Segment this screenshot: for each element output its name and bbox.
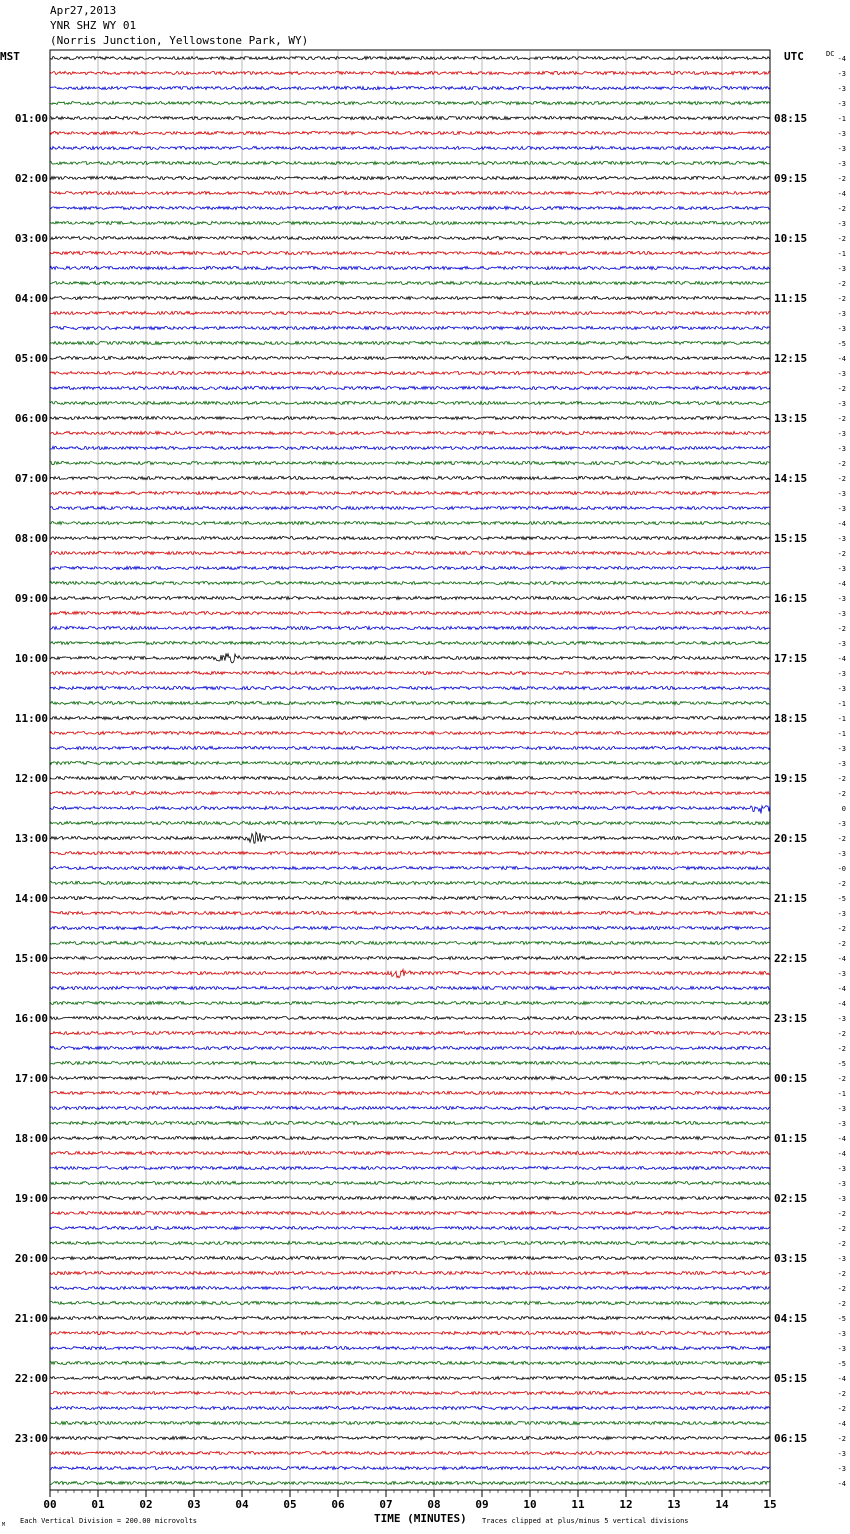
trace-row — [50, 941, 770, 944]
x-tick-label: 07 — [379, 1498, 393, 1511]
dc-offset-label: -3 — [837, 1015, 846, 1023]
trace-row — [50, 611, 770, 614]
x-tick-label: 09 — [475, 1498, 489, 1511]
trace-row — [50, 401, 770, 404]
label-layer — [15, 55, 846, 1511]
dc-offset-label: -4 — [837, 985, 846, 993]
dc-offset-label: -3 — [837, 145, 846, 153]
dc-offset-label: -2 — [837, 280, 846, 288]
dc-offset-label: -5 — [837, 340, 846, 348]
trace-row — [50, 986, 770, 989]
left-hour-label: 19:00 — [14, 1192, 48, 1205]
trace-row — [50, 653, 770, 663]
dc-offset-label: -2 — [837, 1405, 846, 1413]
left-hour-label: 15:00 — [14, 952, 48, 965]
trace-row — [50, 1016, 770, 1019]
left-hour-label: 11:00 — [14, 712, 48, 725]
dc-offset-label: -5 — [837, 1315, 846, 1323]
trace-row — [50, 821, 770, 824]
right-hour-label: 08:15 — [774, 112, 808, 125]
dc-offset-label: -5 — [837, 1060, 846, 1068]
trace-row — [50, 1451, 770, 1454]
x-tick-label: 14 — [715, 1498, 729, 1511]
left-hour-label: 21:00 — [14, 1312, 48, 1325]
dc-offset-label: -3 — [837, 685, 846, 693]
dc-offset-label: -3 — [837, 595, 846, 603]
left-hour-label: 03:00 — [14, 232, 48, 245]
trace-row — [50, 1346, 770, 1349]
right-hour-label: 11:15 — [774, 292, 808, 305]
right-hour-label: 12:15 — [774, 352, 808, 365]
right-hour-label: 05:15 — [774, 1372, 808, 1385]
left-hour-label: 12:00 — [14, 772, 48, 785]
right-hour-label: 13:15 — [774, 412, 808, 425]
dc-offset-label: -1 — [837, 715, 846, 723]
dc-label: DC — [826, 50, 835, 58]
trace-row — [50, 1001, 770, 1004]
x-tick-label: 13 — [667, 1498, 681, 1511]
dc-offset-label: -0 — [837, 865, 846, 873]
trace-row — [50, 71, 770, 74]
trace-row — [50, 1121, 770, 1124]
right-hour-label: 06:15 — [774, 1432, 808, 1445]
trace-row — [50, 326, 770, 329]
dc-offset-label: -4 — [837, 55, 846, 63]
dc-offset-label: -2 — [837, 385, 846, 393]
x-tick-label: 12 — [619, 1498, 633, 1511]
left-hour-label: 18:00 — [14, 1132, 48, 1145]
left-timezone-label: MST — [0, 50, 20, 63]
right-hour-label: 17:15 — [774, 652, 808, 665]
dc-offset-label: -3 — [837, 130, 846, 138]
trace-row — [50, 191, 770, 194]
trace-row — [50, 1361, 770, 1364]
trace-row — [50, 1241, 770, 1244]
header-date: Apr27,2013 — [50, 4, 117, 17]
dc-offset-label: -2 — [837, 1210, 846, 1218]
dc-offset-label: -3 — [837, 370, 846, 378]
right-hour-label: 01:15 — [774, 1132, 808, 1145]
right-hour-label: 18:15 — [774, 712, 808, 725]
dc-offset-label: -3 — [837, 850, 846, 858]
trace-row — [50, 461, 770, 464]
dc-offset-label: -4 — [837, 190, 846, 198]
trace-row — [50, 521, 770, 524]
trace-row — [50, 311, 770, 314]
right-hour-label: 16:15 — [774, 592, 808, 605]
dc-offset-label: -3 — [837, 430, 846, 438]
right-hour-label: 02:15 — [774, 1192, 808, 1205]
trace-row — [50, 1151, 770, 1154]
dc-offset-label: -3 — [837, 1180, 846, 1188]
x-tick-label: 15 — [763, 1498, 777, 1511]
trace-row — [50, 416, 770, 419]
trace-row — [50, 431, 770, 434]
trace-row — [50, 386, 770, 389]
dc-offset-label: -3 — [837, 265, 846, 273]
dc-offset-label: -4 — [837, 1375, 846, 1383]
trace-row — [50, 761, 770, 764]
dc-offset-label: -3 — [837, 610, 846, 618]
left-hour-label: 10:00 — [14, 652, 48, 665]
dc-offset-label: -1 — [837, 730, 846, 738]
left-hour-label: 23:00 — [14, 1432, 48, 1445]
dc-offset-label: -3 — [837, 1120, 846, 1128]
right-hour-label: 03:15 — [774, 1252, 808, 1265]
left-hour-label: 08:00 — [14, 532, 48, 545]
trace-row — [50, 1031, 770, 1034]
left-hour-label: 06:00 — [14, 412, 48, 425]
left-hour-label: 02:00 — [14, 172, 48, 185]
dc-offset-label: -2 — [837, 460, 846, 468]
trace-row — [50, 206, 770, 209]
left-hour-label: 20:00 — [14, 1252, 48, 1265]
left-hour-label: 01:00 — [14, 112, 48, 125]
dc-offset-label: -2 — [837, 835, 846, 843]
dc-offset-label: -2 — [837, 1300, 846, 1308]
trace-row — [50, 1316, 770, 1319]
dc-offset-label: -2 — [837, 775, 846, 783]
trace-row — [50, 805, 770, 814]
trace-row — [50, 881, 770, 884]
right-hour-label: 09:15 — [774, 172, 808, 185]
dc-offset-label: -2 — [837, 1285, 846, 1293]
right-hour-label: 19:15 — [774, 772, 808, 785]
trace-row — [50, 1061, 770, 1064]
dc-offset-label: -3 — [837, 1255, 846, 1263]
trace-row — [50, 176, 770, 179]
x-tick-label: 00 — [43, 1498, 57, 1511]
dc-offset-label: -4 — [837, 1000, 846, 1008]
right-hour-label: 10:15 — [774, 232, 808, 245]
trace-row — [50, 1286, 770, 1289]
trace-row — [50, 371, 770, 374]
trace-row — [50, 1406, 770, 1409]
trace-row — [50, 536, 770, 539]
dc-offset-label: -3 — [837, 670, 846, 678]
left-hour-label: 17:00 — [14, 1072, 48, 1085]
dc-offset-label: -2 — [837, 1045, 846, 1053]
dc-offset-label: -3 — [837, 535, 846, 543]
trace-row — [50, 791, 770, 794]
dc-offset-label: -3 — [837, 565, 846, 573]
trace-row — [50, 131, 770, 134]
left-hour-label: 07:00 — [14, 472, 48, 485]
trace-row — [50, 746, 770, 749]
left-hour-label: 04:00 — [14, 292, 48, 305]
trace-row — [50, 86, 770, 89]
trace-row — [50, 851, 770, 854]
trace-row — [50, 506, 770, 509]
x-tick-label: 03 — [187, 1498, 201, 1511]
x-tick-label: 01 — [91, 1498, 105, 1511]
dc-offset-label: -2 — [837, 625, 846, 633]
trace-row — [50, 1091, 770, 1094]
dc-offset-label: -3 — [837, 1105, 846, 1113]
dc-offset-label: -2 — [837, 205, 846, 213]
dc-offset-label: -3 — [837, 220, 846, 228]
dc-offset-label: -1 — [837, 115, 846, 123]
corner-mark: M — [2, 1522, 6, 1528]
trace-row — [50, 776, 770, 779]
right-hour-label: 21:15 — [774, 892, 808, 905]
trace-row — [50, 1106, 770, 1109]
trace-row — [50, 1301, 770, 1304]
left-hour-label: 05:00 — [14, 352, 48, 365]
dc-offset-label: -3 — [837, 400, 846, 408]
trace-row — [50, 1331, 770, 1334]
dc-offset-label: -4 — [837, 1480, 846, 1488]
dc-offset-label: -1 — [837, 250, 846, 258]
trace-row — [50, 356, 770, 359]
trace-row — [50, 596, 770, 599]
trace-row — [50, 686, 770, 689]
dc-offset-label: -2 — [837, 550, 846, 558]
trace-row — [50, 1391, 770, 1394]
trace-row — [50, 716, 770, 719]
dc-offset-label: -3 — [837, 1195, 846, 1203]
trace-row — [50, 491, 770, 494]
dc-offset-label: -5 — [837, 1360, 846, 1368]
x-tick-label: 05 — [283, 1498, 297, 1511]
trace-row — [50, 1196, 770, 1199]
trace-row — [50, 281, 770, 284]
trace-row — [50, 911, 770, 914]
dc-offset-label: -3 — [837, 745, 846, 753]
trace-layer — [50, 56, 770, 1484]
dc-offset-label: -2 — [837, 1240, 846, 1248]
trace-row — [50, 446, 770, 449]
dc-offset-label: -2 — [837, 1030, 846, 1038]
dc-offset-label: -2 — [837, 1435, 846, 1443]
dc-offset-label: -3 — [837, 70, 846, 78]
dc-offset-label: -2 — [837, 790, 846, 798]
trace-row — [50, 266, 770, 269]
dc-offset-label: -1 — [837, 1090, 846, 1098]
right-hour-label: 14:15 — [774, 472, 808, 485]
right-hour-label: 04:15 — [774, 1312, 808, 1325]
x-tick-label: 02 — [139, 1498, 153, 1511]
dc-offset-label: -2 — [837, 1390, 846, 1398]
trace-row — [50, 1181, 770, 1184]
trace-row — [50, 1256, 770, 1259]
trace-row — [50, 1076, 770, 1079]
dc-offset-label: -3 — [837, 490, 846, 498]
dc-offset-label: -1 — [837, 700, 846, 708]
trace-row — [50, 236, 770, 239]
trace-row — [50, 896, 770, 899]
dc-offset-label: -3 — [837, 160, 846, 168]
trace-row — [50, 1481, 770, 1484]
trace-row — [50, 956, 770, 959]
dc-offset-label: -4 — [837, 655, 846, 663]
dc-offset-label: 0 — [841, 805, 846, 813]
trace-row — [50, 731, 770, 734]
left-hour-label: 09:00 — [14, 592, 48, 605]
trace-row — [50, 56, 770, 59]
trace-row — [50, 101, 770, 104]
header-location: (Norris Junction, Yellowstone Park, WY) — [50, 34, 309, 47]
dc-offset-label: -2 — [837, 475, 846, 483]
x-tick-label: 11 — [571, 1498, 585, 1511]
x-tick-label: 08 — [427, 1498, 441, 1511]
dc-offset-label: -2 — [837, 295, 846, 303]
dc-offset-label: -4 — [837, 1150, 846, 1158]
dc-offset-label: -3 — [837, 310, 846, 318]
dc-offset-label: -3 — [837, 100, 846, 108]
dc-offset-label: -2 — [837, 880, 846, 888]
trace-row — [50, 146, 770, 149]
dc-offset-label: -5 — [837, 895, 846, 903]
clip-note: Traces clipped at plus/minus 5 vertical divisions — [482, 1517, 689, 1525]
trace-row — [50, 1046, 770, 1049]
trace-row — [50, 926, 770, 929]
trace-row — [50, 221, 770, 224]
dc-offset-label: -4 — [837, 520, 846, 528]
trace-row — [50, 566, 770, 569]
right-hour-label: 15:15 — [774, 532, 808, 545]
dc-offset-label: -2 — [837, 940, 846, 948]
left-hour-label: 16:00 — [14, 1012, 48, 1025]
trace-row — [50, 626, 770, 629]
trace-row — [50, 1436, 770, 1439]
x-tick-label: 06 — [331, 1498, 345, 1511]
dc-offset-label: -4 — [837, 1135, 846, 1143]
trace-row — [50, 671, 770, 674]
x-axis-title: TIME (MINUTES) — [374, 1512, 467, 1525]
right-hour-label: 00:15 — [774, 1072, 808, 1085]
header-station: YNR SHZ WY 01 — [50, 19, 137, 32]
dc-offset-label: -2 — [837, 1075, 846, 1083]
dc-offset-label: -2 — [837, 1225, 846, 1233]
dc-offset-label: -3 — [837, 445, 846, 453]
dc-offset-label: -3 — [837, 760, 846, 768]
x-tick-label: 04 — [235, 1498, 249, 1511]
dc-offset-label: -3 — [837, 1345, 846, 1353]
right-timezone-label: UTC — [784, 50, 804, 63]
dc-offset-label: -3 — [837, 910, 846, 918]
dc-offset-label: -3 — [837, 325, 846, 333]
trace-row — [50, 1226, 770, 1229]
dc-offset-label: -3 — [837, 1165, 846, 1173]
left-hour-label: 22:00 — [14, 1372, 48, 1385]
trace-row — [50, 1211, 770, 1214]
dc-offset-label: -3 — [837, 640, 846, 648]
trace-row — [50, 161, 770, 164]
trace-row — [50, 116, 770, 119]
trace-row — [50, 969, 770, 977]
dc-offset-label: -4 — [837, 580, 846, 588]
dc-offset-label: -3 — [837, 505, 846, 513]
right-hour-label: 20:15 — [774, 832, 808, 845]
scale-note: Each Vertical Division = 200.00 microvolts — [20, 1517, 198, 1525]
trace-row — [50, 341, 770, 344]
dc-offset-label: -3 — [837, 1450, 846, 1458]
trace-row — [50, 1466, 770, 1469]
dc-offset-label: -2 — [837, 175, 846, 183]
x-tick-label: 10 — [523, 1498, 537, 1511]
dc-offset-label: -4 — [837, 955, 846, 963]
trace-row — [50, 832, 770, 843]
left-hour-label: 14:00 — [14, 892, 48, 905]
dc-offset-label: -4 — [837, 355, 846, 363]
trace-row — [50, 1421, 770, 1424]
right-hour-label: 23:15 — [774, 1012, 808, 1025]
dc-offset-label: -2 — [837, 925, 846, 933]
trace-row — [50, 866, 770, 869]
trace-row — [50, 551, 770, 554]
trace-row — [50, 1136, 770, 1139]
dc-offset-label: -2 — [837, 415, 846, 423]
dc-offset-label: -3 — [837, 970, 846, 978]
trace-row — [50, 476, 770, 479]
left-hour-label: 13:00 — [14, 832, 48, 845]
right-hour-label: 22:15 — [774, 952, 808, 965]
dc-offset-label: -3 — [837, 1330, 846, 1338]
dc-offset-label: -2 — [837, 235, 846, 243]
trace-row — [50, 641, 770, 644]
dc-offset-label: -3 — [837, 1465, 846, 1473]
trace-row — [50, 1376, 770, 1379]
trace-row — [50, 296, 770, 299]
trace-row — [50, 581, 770, 584]
dc-offset-label: -2 — [837, 1270, 846, 1278]
trace-row — [50, 701, 770, 704]
trace-row — [50, 1166, 770, 1169]
dc-offset-label: -4 — [837, 1420, 846, 1428]
trace-row — [50, 1271, 770, 1274]
dc-offset-label: -3 — [837, 820, 846, 828]
dc-offset-label: -3 — [837, 85, 846, 93]
trace-row — [50, 251, 770, 254]
